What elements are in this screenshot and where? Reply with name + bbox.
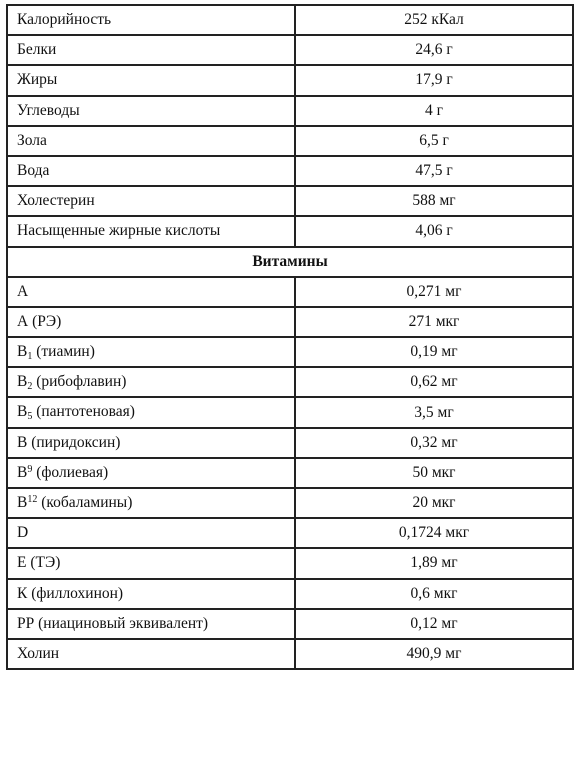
vitamin-base: РР (ниациновый эквивалент) bbox=[17, 614, 209, 632]
table-row bbox=[7, 186, 573, 216]
vitamin-base: А bbox=[17, 282, 29, 300]
nutrient-name: Холестерин bbox=[7, 186, 295, 216]
table-row bbox=[7, 216, 573, 246]
vitamin-value: 0,1724 мкг bbox=[295, 518, 573, 548]
table-row bbox=[7, 639, 573, 669]
nutrient-name: Вода bbox=[7, 156, 295, 186]
table-row bbox=[7, 126, 573, 156]
vitamin-index: 2 bbox=[27, 380, 33, 392]
vitamin-name bbox=[7, 337, 295, 367]
vitamins-section bbox=[7, 247, 573, 277]
vitamin-name bbox=[7, 397, 295, 427]
table-row bbox=[7, 367, 573, 397]
vitamin-value: 0,6 мкг bbox=[295, 579, 573, 609]
nutrient-value: 4 г bbox=[295, 96, 573, 126]
table-row bbox=[7, 65, 573, 95]
nutrient-name: Насыщенные жирные кислоты bbox=[7, 216, 295, 246]
nutrition-table bbox=[6, 4, 574, 670]
vitamin-name bbox=[7, 609, 295, 639]
vitamin-value: 0,62 мг bbox=[295, 367, 573, 397]
vitamin-name bbox=[7, 458, 295, 488]
vitamin-description: (фолиевая) bbox=[32, 463, 109, 481]
vitamin-value: 50 мкг bbox=[295, 458, 573, 488]
nutrient-value: 252 кКал bbox=[295, 5, 573, 35]
vitamin-value: 271 мкг bbox=[295, 307, 573, 337]
table-row bbox=[7, 156, 573, 186]
vitamin-value: 0,19 мг bbox=[295, 337, 573, 367]
vitamin-base: В bbox=[17, 342, 28, 360]
vitamin-base: А (РЭ) bbox=[17, 312, 62, 330]
vitamin-value: 20 мкг bbox=[295, 488, 573, 518]
nutrient-value: 588 мг bbox=[295, 186, 573, 216]
table-row bbox=[7, 579, 573, 609]
table-row bbox=[7, 337, 573, 367]
vitamin-index: 5 bbox=[27, 411, 33, 423]
vitamin-name bbox=[7, 428, 295, 458]
nutrient-name: Зола bbox=[7, 126, 295, 156]
vitamin-value: 3,5 мг bbox=[295, 397, 573, 427]
table-row bbox=[7, 307, 573, 337]
nutrient-name: Углеводы bbox=[7, 96, 295, 126]
nutrition-table-body bbox=[7, 5, 573, 247]
vitamin-base: В bbox=[17, 463, 28, 481]
nutrient-name: Белки bbox=[7, 35, 295, 65]
vitamin-name bbox=[7, 488, 295, 518]
vitamin-base: В bbox=[17, 494, 28, 512]
vitamins-header-row bbox=[7, 247, 573, 277]
nutrient-name: Жиры bbox=[7, 65, 295, 95]
vitamin-base: D bbox=[17, 524, 29, 542]
nutrient-name: Калорийность bbox=[7, 5, 295, 35]
vitamin-name bbox=[7, 518, 295, 548]
vitamin-value: 0,32 мг bbox=[295, 428, 573, 458]
nutrient-value: 4,06 г bbox=[295, 216, 573, 246]
table-row bbox=[7, 609, 573, 639]
table-row bbox=[7, 428, 573, 458]
vitamin-base: К (филлохинон) bbox=[17, 584, 124, 602]
table-row bbox=[7, 488, 573, 518]
table-row bbox=[7, 518, 573, 548]
vitamin-base: В (пиридоксин) bbox=[17, 433, 121, 451]
vitamins-header: Витамины bbox=[7, 247, 573, 277]
table-row bbox=[7, 548, 573, 578]
vitamin-value: 490,9 мг bbox=[295, 639, 573, 669]
nutrient-value: 6,5 г bbox=[295, 126, 573, 156]
vitamin-description: (кобаламины) bbox=[37, 494, 133, 512]
vitamin-description: (рибофлавин) bbox=[32, 372, 127, 390]
vitamin-name bbox=[7, 548, 295, 578]
vitamin-name bbox=[7, 277, 295, 307]
vitamin-description: (тиамин) bbox=[32, 342, 95, 360]
table-row bbox=[7, 35, 573, 65]
vitamin-name bbox=[7, 579, 295, 609]
nutrition-table-container bbox=[6, 4, 574, 670]
vitamin-value: 0,271 мг bbox=[295, 277, 573, 307]
vitamin-index: 12 bbox=[27, 494, 38, 506]
table-row bbox=[7, 277, 573, 307]
table-row bbox=[7, 397, 573, 427]
vitamin-base: В bbox=[17, 372, 28, 390]
vitamin-name bbox=[7, 367, 295, 397]
vitamin-index: 9 bbox=[27, 463, 33, 475]
nutrient-value: 17,9 г bbox=[295, 65, 573, 95]
nutrient-value: 24,6 г bbox=[295, 35, 573, 65]
table-row bbox=[7, 96, 573, 126]
vitamin-value: 1,89 мг bbox=[295, 548, 573, 578]
vitamin-base: Е (ТЭ) bbox=[17, 554, 61, 572]
vitamin-value: 0,12 мг bbox=[295, 609, 573, 639]
vitamin-name bbox=[7, 307, 295, 337]
vitamin-name bbox=[7, 639, 295, 669]
table-row bbox=[7, 458, 573, 488]
vitamin-description: (пантотеновая) bbox=[32, 403, 135, 421]
nutrient-value: 47,5 г bbox=[295, 156, 573, 186]
vitamin-base: В bbox=[17, 403, 28, 421]
table-row bbox=[7, 5, 573, 35]
vitamin-base: Холин bbox=[17, 645, 60, 663]
vitamin-index: 1 bbox=[27, 350, 33, 362]
vitamin-table-body bbox=[7, 277, 573, 669]
